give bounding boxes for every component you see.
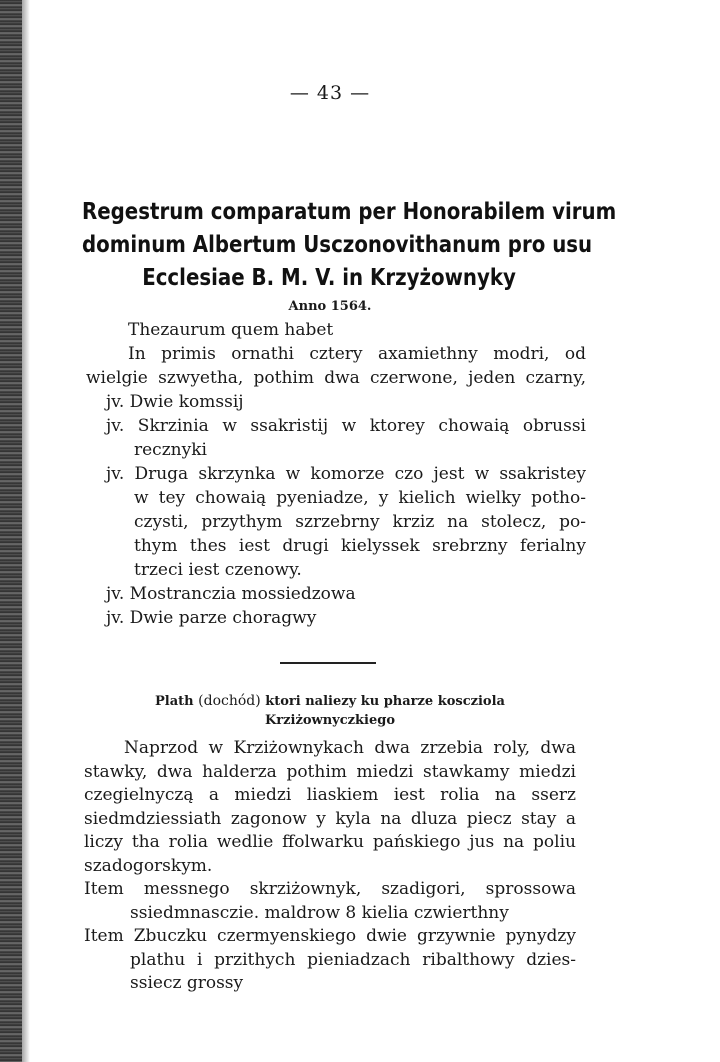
inventory-text (86, 318, 586, 630)
plath-line: siedmdziessiath zagonow y kyla na dluza piecz stay a (84, 808, 576, 829)
page-number: — 43 — (289, 82, 371, 104)
inventory-line: czysti, przythym szrzebrny krziz na stolecz, po- (134, 512, 586, 532)
plath-line: ssiecz grossy (130, 973, 244, 993)
plath-line: stawky, dwa halderza pothim miedzi stawkamy miedzi (84, 761, 576, 782)
plath-line: liczy tha rolia wedlie ffolwarku pańskiego jus na poliu (84, 832, 576, 852)
inventory-line: jv. Dwie parze choragwy (106, 608, 317, 628)
inventory-line: In primis ornathi cztery axamiethny modri, od (128, 344, 586, 364)
plath-line: plathu i przithych pieniadzach ribalthowy dzies- (130, 949, 576, 970)
inventory-line: jv. Skrzinia w ssakristij w ktorey chowaią obrussi (106, 416, 586, 436)
inventory-line: trzeci iest czenowy. (134, 560, 302, 580)
inventory-line: jv. Mostranczia mossiedzowa (106, 584, 356, 604)
plath-heading-word: Plath (155, 694, 194, 709)
inventory-line: thym thes iest drugi kielyssek srebrzny ferialny (134, 536, 586, 556)
inventory-line: recznyki (134, 440, 207, 460)
inventory-line: w tey chowaią pyeniadze, y kielich wielky potho- (134, 488, 586, 508)
plath-line: Item messnego skrziżownyk, szadigori, sprossowa (84, 879, 576, 899)
inventory-line: jv. Druga skrzynka w komorze czo jest w ssakristey (106, 464, 586, 484)
title-line-2: dominum Albertum Usczonovithanum pro usu (82, 232, 593, 258)
plath-heading-paren: (dochód) (198, 693, 261, 709)
title-line-3: Ecclesiae B. M. V. in Krzyżownyky (142, 265, 516, 291)
plath-text (84, 737, 576, 996)
section-divider (280, 662, 376, 664)
plath-heading-rest: ktori naliezy ku pharze koscziola (265, 694, 505, 709)
inventory-line: wielgie szwyetha, pothim dwa czerwone, jeden czarny, (86, 368, 586, 388)
plath-line: Item Zbuczku czermyenskiego dwie grzywnie pynydzy (84, 926, 576, 946)
plath-line: czegielnyczą a miedzi liaskiem iest rolia na sserz (84, 785, 576, 805)
title-line-1: Regestrum comparatum per Honorabilem virum (82, 199, 617, 225)
plath-heading (100, 692, 560, 730)
inventory-intro: Thezaurum quem habet (128, 320, 334, 340)
plath-line: szadogorskym. (84, 855, 213, 876)
plath-line: ssiedmnasczie. maldrow 8 kielia czwierthny (130, 902, 509, 923)
plath-heading-line-2: Krziżownyczkiego (265, 713, 395, 728)
inventory-line: jv. Dwie komssij (106, 392, 244, 412)
document-title (82, 196, 617, 295)
plath-line: Naprzod w Krziżownykach dwa zrzebia roly, dwa (124, 738, 576, 758)
year-heading: Anno 1564. (288, 299, 372, 314)
